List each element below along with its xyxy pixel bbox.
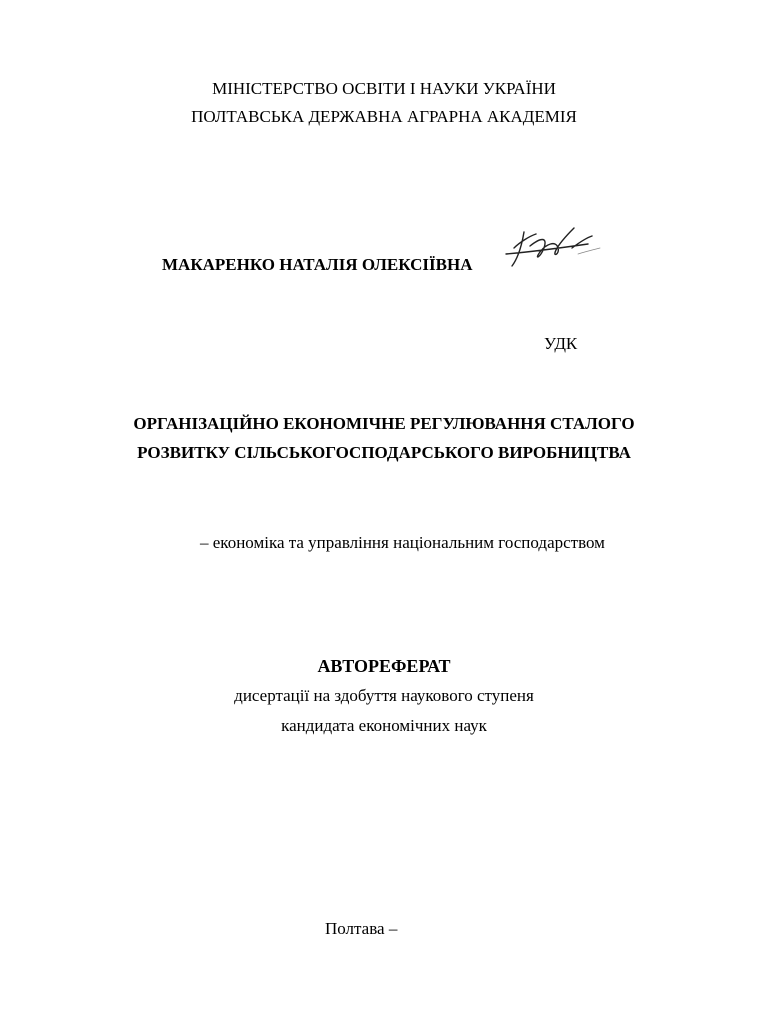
udk-label: УДК [544, 334, 578, 353]
handwritten-signature [500, 218, 608, 274]
author-name: МАКАРЕНКО НАТАЛІЯ ОЛЕКСІЇВНА [162, 255, 473, 274]
institution-heading: ПОЛТАВСЬКА ДЕРЖАВНА АГРАРНА АКАДЕМІЯ [191, 107, 577, 126]
document-type: АВТОРЕФЕРАТ [317, 656, 451, 676]
specialty-text: – економіка та управління національним господарством [200, 533, 605, 552]
thesis-title-line-2: РОЗВИТКУ СІЛЬСЬКОГОСПОДАРСЬКОГО ВИРОБНИЦТВА [137, 443, 631, 462]
city-year: Полтава – [325, 919, 398, 938]
degree-purpose-line-1: дисертації на здобуття наукового ступеня [234, 686, 534, 705]
thesis-title-line-1: ОРГАНІЗАЦІЙНО ЕКОНОМІЧНЕ РЕГУЛЮВАННЯ СТАЛОГО [133, 414, 635, 433]
degree-purpose-line-2: кандидата економічних наук [281, 716, 487, 735]
ministry-heading: МІНІСТЕРСТВО ОСВІТИ І НАУКИ УКРАЇНИ [212, 79, 556, 98]
